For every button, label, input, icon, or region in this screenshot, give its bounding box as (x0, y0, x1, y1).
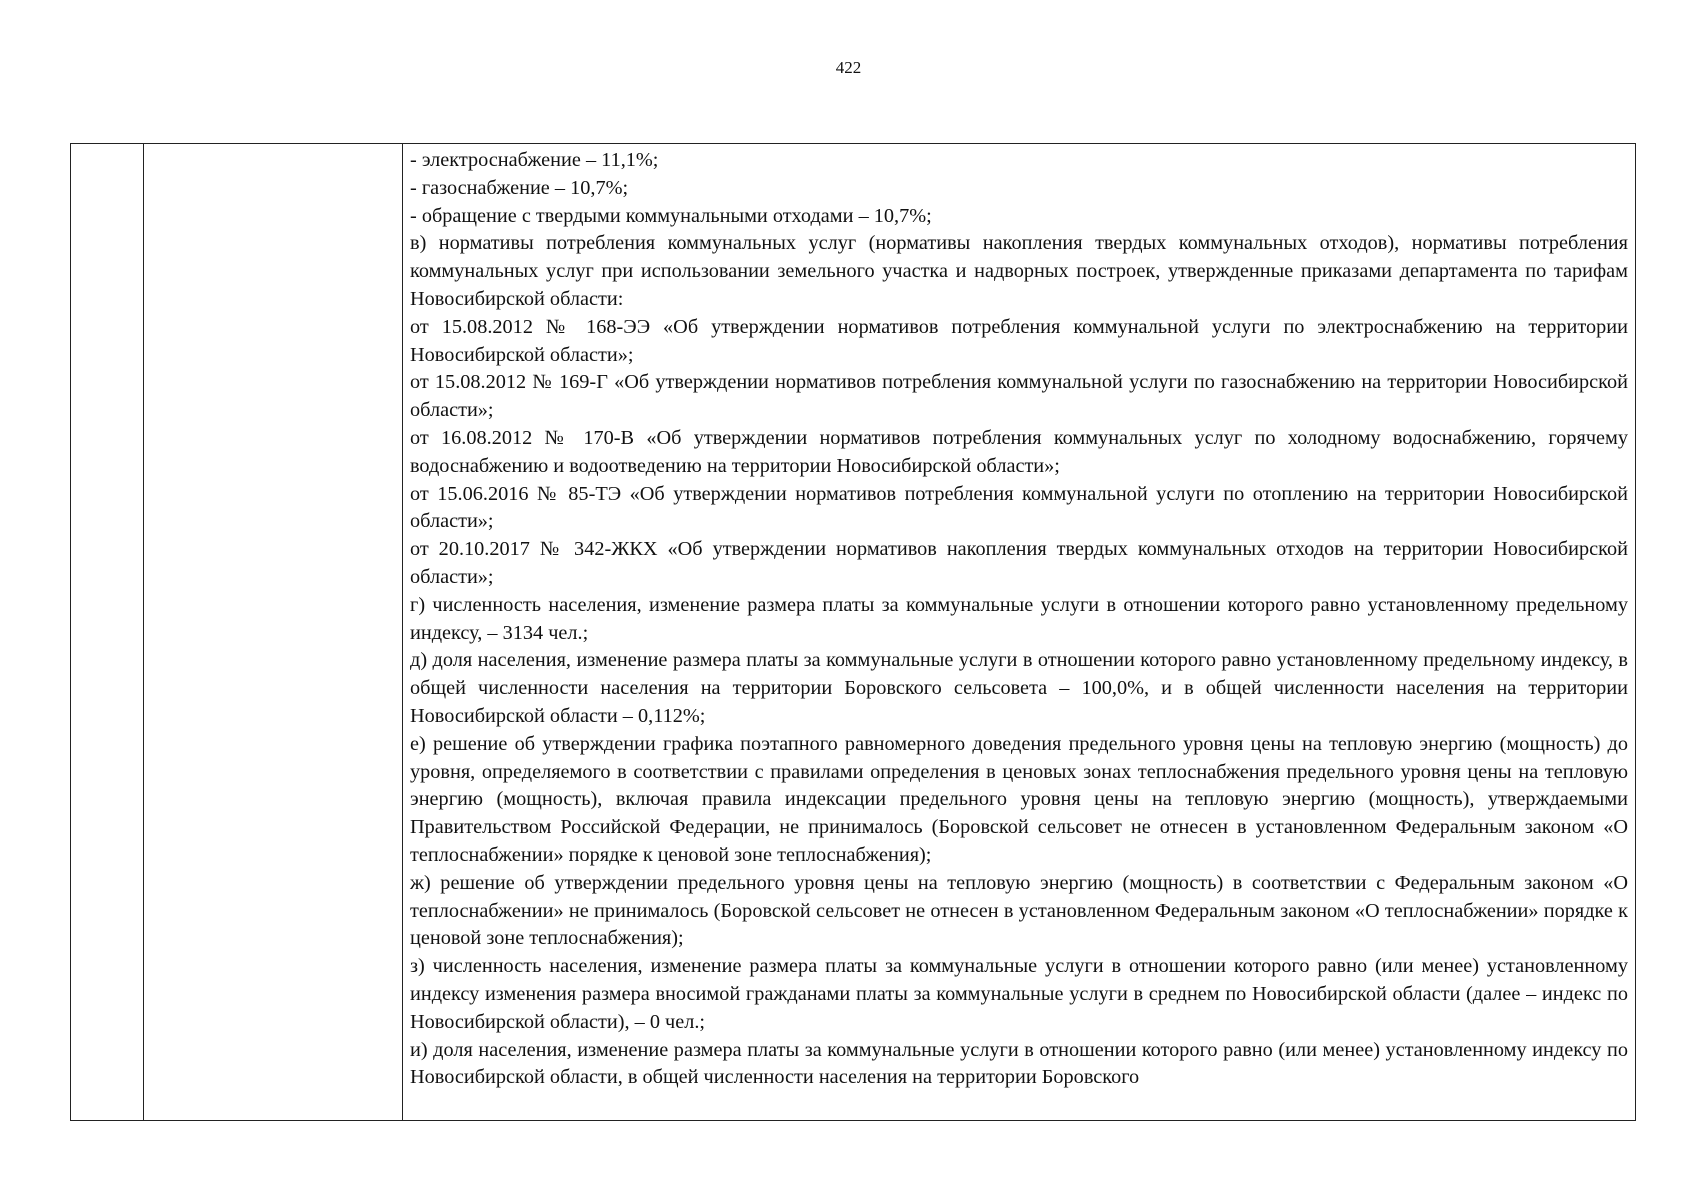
table-cell-content (403, 144, 1636, 1121)
paragraph: от 20.10.2017 № 342-ЖКХ «Об утверждении нормативов накопления твердых коммунальных отходов на территории Новосибирской области»; (410, 538, 1628, 588)
paragraph: от 15.06.2016 № 85-ТЭ «Об утверждении нормативов потребления коммунальной услуги по отоплению на территории Новосибирской области»; (410, 482, 1628, 533)
table-row (71, 144, 1636, 1121)
paragraph: ж) решение об утверждении предельного уровня цены на тепловую энергию (мощность) в соответствии с Федеральным законом «О теплоснабжении» не принималось (Боровской сельсовет не отнесен в установленном Федеральным законом «О теплоснабжении» порядке к ценовой зоне теплоснабжения); (410, 871, 1628, 950)
table-cell-name (144, 144, 403, 1121)
page-number: 422 (835, 58, 862, 77)
paragraph: от 15.08.2012 № 168-ЭЭ «Об утверждении нормативов потребления коммунальной услуги по электроснабжению на территории Новосибирской области»; (410, 315, 1628, 366)
paragraph: г) численность населения, изменение размера платы за коммунальные услуги в отношении которого равно установленному предельному индексу, – 3134 чел.; (410, 593, 1628, 644)
paragraph: - обращение с твердыми коммунальными отходами – 10,7%; (410, 204, 932, 227)
paragraph: д) доля населения, изменение размера платы за коммунальные услуги в отношении которого равно установленному предельному индексу, в общей численности населения на территории Боровского сельсовета – 100,0%, и в общей численности населения на территории Новосибирской области – 0,112%; (410, 649, 1628, 727)
paragraph: в) нормативы потребления коммунальных услуг (нормативы накопления твердых коммунальных отходов), нормативы потребления коммунальных услуг при использовании земельного участка и надворных построек, утвержденные приказами департамента по тарифам Новосибирской области: (410, 232, 1628, 310)
paragraph: з) численность населения, изменение размера платы за коммунальные услуги в отношении которого равно (или менее) установленному индексу изменения размера вносимой гражданами платы за коммунальные услуги в среднем по Новосибирской области (далее – индекс по Новосибирской области), – 0 чел.; (410, 955, 1628, 1033)
paragraph: - газоснабжение – 10,7%; (410, 176, 629, 199)
document-table (70, 143, 1636, 1121)
paragraph: от 15.08.2012 № 169-Г «Об утверждении нормативов потребления коммунальной услуги по газоснабжению на территории Новосибирской области»; (410, 371, 1628, 422)
paragraph: е) решение об утверждении графика поэтапного равномерного доведения предельного уровня цены на тепловую энергию (мощность) до уровня, определяемого в соответствии с правилами определения в ценовых зонах теплоснабжения предельного уровня цены на тепловую энергию (мощность), включая правила индексации предельного уровня цены на тепловую энергию (мощность), утверждаемыми Правительством Российской Федерации, не принималось (Боровской сельсовет не отнесен в установленном Федеральным законом «О теплоснабжении» порядке к ценовой зоне теплоснабжения); (410, 732, 1628, 866)
paragraph: от 16.08.2012 № 170-В «Об утверждении нормативов потребления коммунальных услуг по холодному водоснабжению, горячему водоснабжению и водоотведению на территории Новосибирской области»; (410, 426, 1628, 477)
paragraph: и) доля населения, изменение размера платы за коммунальные услуги в отношении которого равно (или менее) установленному индексу по Новосибирской области, в общей численности населения на территории Боровского (410, 1038, 1628, 1089)
table-cell-number (71, 144, 144, 1121)
paragraph: - электроснабжение – 11,1%; (410, 149, 659, 171)
